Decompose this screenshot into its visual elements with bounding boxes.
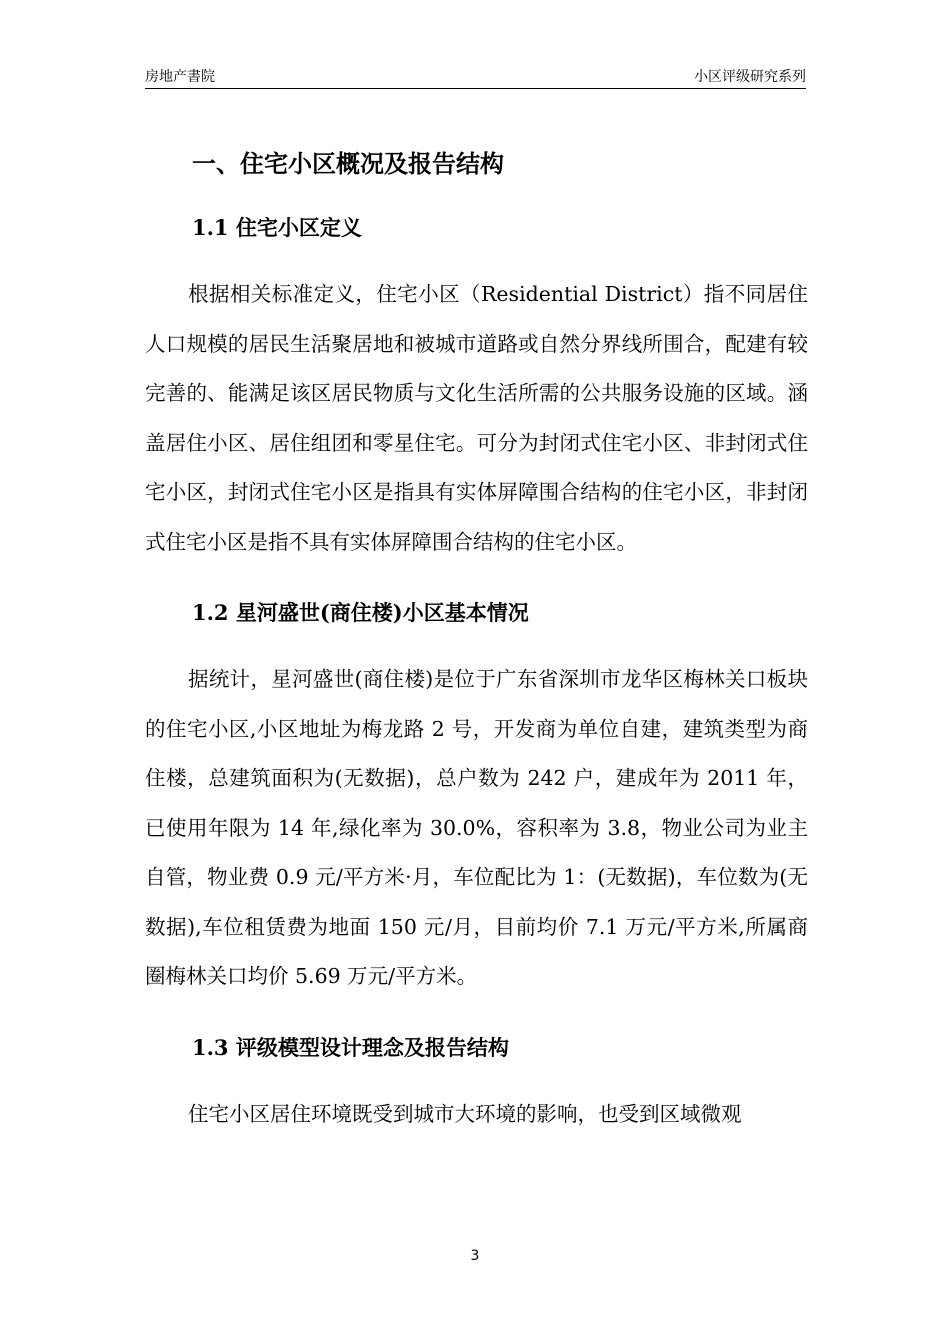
header-publisher: 房地产書院 — [145, 69, 215, 85]
subsection-title-1-3: 1.3 评级模型设计理念及报告结构 — [192, 1034, 509, 1060]
subsection-title-1-1: 1.1 住宅小区定义 — [192, 215, 362, 240]
subsection-title-1-2: 1.2 星河盛世(商住楼)小区基本情况 — [192, 600, 529, 625]
paragraph-model-design: 住宅小区居住环境既受到城市大环境的影响，也受到区域微观 — [188, 1101, 742, 1126]
page-header — [145, 66, 806, 89]
paragraph-definition: 根据相关标准定义，住宅小区（Residential District）指不同居住人口规模的居民生活聚居地和被城市道路或自然分界线所围合，配建有较完善的、能满足该区居民物质与文化生活所需的公共服务设施的区域。涵盖居住小区、居住组团和零星住宅。可分为封闭式住宅小区、非封闭式住宅小区，封闭式住宅小区是指具有实体屏障围合结构的住宅小区，非封闭式住宅小区是指不具有实体屏障围合结构的住宅小区。 — [145, 282, 808, 554]
document-body — [145, 140, 808, 1139]
header-series: 小区评级研究系列 — [694, 69, 806, 85]
paragraph-basic-info: 据统计，星河盛世(商住楼)是位于广东省深圳市龙华区梅林关口板块的住宅小区,小区地址为梅龙路 2 号，开发商为单位自建，建筑类型为商住楼，总建筑面积为(无数据)，总户数为 242 户，建成年为 2011 年，已使用年限为 14 年,绿化率为 30.0%，容积率为 3.8，物业公司为业主自管，物业费 0.9 元/平方米·月，车位配比为 1：(无数据)，车位数为(无数据),车位租赁费为地面 150 元/月，目前均价 7.1 万元/平方米,所属商圈梅林关口均价 5.69 万元/平方米。 — [145, 667, 808, 988]
page-number: 3 — [470, 1248, 480, 1264]
section-title: 一、住宅小区概况及报告结构 — [192, 149, 504, 178]
